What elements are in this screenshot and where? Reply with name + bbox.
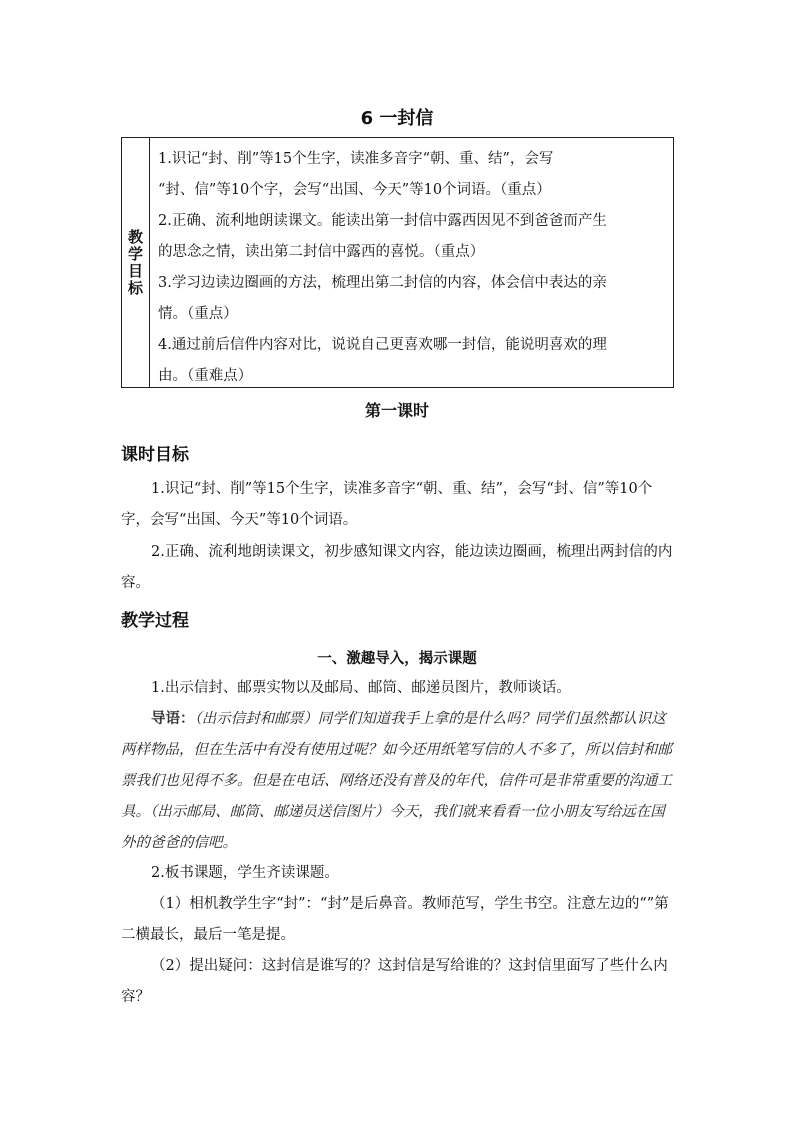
objective-line: 由。（重难点） (158, 368, 253, 384)
objective-line: 3.学习边读边圈画的方法，梳理出第二封信的内容，体会信中表达的亲 (158, 275, 607, 291)
daoyu-text: （出示信封和邮票）同学们知道我手上拿的是什么吗？同学们虽然都认识这两样物品，但在生活中有没有使用过呢？如今还用纸笔写信的人不多了，所以信封和邮票我们也见得不多。但是在电话、网络还没有普及的年代，信件可是非常重要的沟通工具。（出示邮局、邮筒、邮递员送信图片）今天，我们就来看看一位小朋友写给远在国外的爸爸的信吧。 (121, 711, 672, 851)
objectives-table (121, 137, 674, 388)
objective-line: 的思念之情，读出第二封信中露西的喜悦。（重点） (158, 244, 485, 260)
step-1: 1.出示信封、邮票实物以及邮局、邮筒、邮递员图片，教师谈话。 (151, 680, 571, 696)
page-title: 6 一封信 (360, 108, 434, 129)
objective-line: 情。（重点） (158, 306, 238, 322)
process-heading: 教学过程 (121, 611, 189, 631)
objective-line: “封、信”等10个字，会写“出国、今天”等10个词语。（重点） (158, 182, 551, 198)
section-heading: 一、激趣导入，揭示课题 (317, 651, 477, 667)
lesson-goal-item: 1.识记“封、削”等15个生字，读准多音字“朝、重、结”，会写“封、信”等10个字，会写“出国、今天”等10个词语。 (121, 481, 653, 528)
objective-line: 4.通过前后信件内容对比，说说自己更喜欢哪一封信，能说明喜欢的理 (158, 337, 607, 353)
objectives-label-cell (122, 138, 150, 387)
lesson-title: 第一课时 (364, 401, 429, 420)
sub-step-2: （2）提出疑问：这封信是谁写的？这封信是写给谁的？这封信里面写了些什么内容？ (121, 958, 668, 1005)
daoyu-paragraph (121, 704, 674, 859)
objective-line: 1.识记“封、削”等15个生字，读准多音字“朝、重、结”，会写 (158, 151, 554, 167)
lesson-goals-heading: 课时目标 (121, 445, 189, 465)
objectives-content (150, 138, 673, 387)
objectives-label: 教学目标 (126, 228, 144, 297)
daoyu-label: 导语： (151, 711, 195, 727)
sub-step-1: （1）相机教学生字“封”：“封”是后鼻音。教师范写，学生书空。注意左边的“”第二横最长，最后一笔是提。 (121, 896, 669, 943)
objective-line: 2.正确、流利地朗读课文。能读出第一封信中露西因见不到爸爸而产生 (158, 213, 607, 229)
lesson-goal-item: 2.正确、流利地朗读课文，初步感知课文内容，能边读边圈画，梳理出两封信的内容。 (121, 544, 673, 591)
step-2: 2.板书课题，学生齐读课题。 (151, 865, 339, 881)
